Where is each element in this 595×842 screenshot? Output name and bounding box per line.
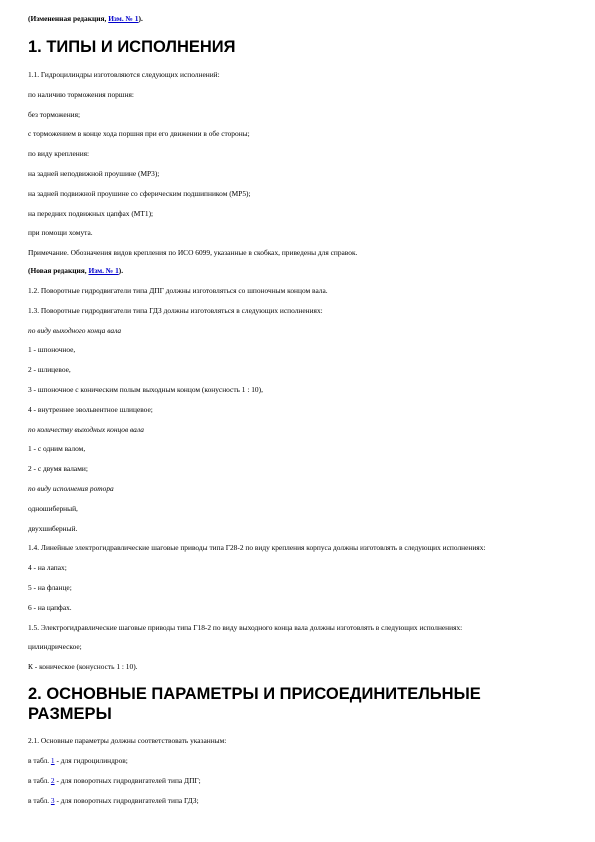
para-mp5: на задней подвижной проушине со сферическим подшипником (МР5); xyxy=(28,188,251,198)
table-ref-post: - для поворотных гидродвигателей типа ДПГ; xyxy=(54,775,201,785)
para-keyed: 1 - шпоночное, xyxy=(28,345,76,355)
edit-note-new xyxy=(28,266,568,276)
para-table-3-ref xyxy=(28,796,568,806)
edit-note-new-close: ). xyxy=(118,266,124,276)
para-1-1: 1.1. Гидроцилиндры изготовляются следующих исполнений: xyxy=(28,70,220,79)
para-double-vane: двухшиберный. xyxy=(28,523,78,533)
para-two-shafts: 2 - с двумя валами; xyxy=(28,464,88,474)
para-mount-heading: по виду крепления: xyxy=(28,149,90,159)
para-cylindrical: цилиндрическое; xyxy=(28,642,82,652)
para-2-1: 2.1. Основные параметры должны соответствовать указанным: xyxy=(28,736,227,746)
para-shaft-end-heading: по виду выходного конца вала xyxy=(28,325,122,335)
para-1-5: 1.5. Электрогидравлические шаговые приводы типа Г18-2 по виду выходного конца вала должны изготовлять в следующих исполнениях: xyxy=(28,622,463,632)
para-braking-heading: по наличию торможения поршня: xyxy=(28,89,134,99)
para-table-1-ref xyxy=(28,756,568,766)
para-k-conical: К - коническое (конусность 1 : 10). xyxy=(28,662,138,672)
para-mp3: на задней неподвижной проушине (МР3); xyxy=(28,168,160,178)
edit-note-new-open: (Новая редакция, xyxy=(28,266,89,276)
para-1-4: 1.4. Линейные электрогидравлические шаговые приводы типа Г28-2 по виду крепления корпуса должны изготовлять в следующих исполнениях: xyxy=(28,543,486,553)
table-ref-pre: в табл. xyxy=(28,755,51,765)
para-single-vane: одношиберный, xyxy=(28,503,78,513)
para-involute: 4 - внутреннее эвольвентное шлицевое; xyxy=(28,404,153,414)
para-table-2-ref xyxy=(28,776,568,786)
edit-note-close: ). xyxy=(138,14,143,23)
section1-title: 1. ТИПЫ И ИСПОЛНЕНИЯ xyxy=(28,38,236,56)
para-1-2: 1.2. Поворотные гидродвигатели типа ДПГ должны изготовляться со шпоночным концом вала. xyxy=(28,285,328,295)
edit-note-open: (Измененная редакция, xyxy=(28,14,109,23)
table-ref-pre: в табл. xyxy=(28,795,51,805)
para-clamp: при помощи хомута. xyxy=(28,228,93,238)
amendment-link-2[interactable]: Изм. № 1 xyxy=(88,266,119,276)
table-ref-pre: в табл. xyxy=(28,775,51,785)
para-trunnions: 6 - на цапфах. xyxy=(28,602,72,612)
para-no-braking: без торможения; xyxy=(28,109,81,119)
para-flange: 5 - на фланце; xyxy=(28,582,72,592)
section2-title: 2. ОСНОВНЫЕ ПАРАМЕТРЫ И ПРИСОЕДИНИТЕЛЬНЫЕ РАЗМЕРЫ xyxy=(28,685,481,724)
table-ref-post: - для поворотных гидродвигателей типа ГДЗ; xyxy=(54,795,199,805)
para-shaft-count-heading: по количеству выходных концов вала xyxy=(28,424,144,434)
table-3-link[interactable]: 3 xyxy=(50,795,55,805)
para-conical: 3 - шпоночное с коническим полым выходным концом (конусность 1 : 10), xyxy=(28,384,263,394)
para-one-shaft: 1 - с одним валом, xyxy=(28,444,86,454)
table-2-link[interactable]: 2 xyxy=(50,775,55,785)
para-feet: 4 - на лапах; xyxy=(28,563,67,573)
amendment-link[interactable]: Изм. № 1 xyxy=(108,14,139,23)
para-with-braking: с торможением в конце хода поршня при его движении в обе стороны; xyxy=(28,129,250,139)
para-note: Примечание. Обозначения видов крепления по ИСО 6099, указанные в скобках, приведены для справок. xyxy=(28,248,358,258)
table-ref-post: - для гидроцилиндров; xyxy=(54,755,128,765)
para-1-3: 1.3. Поворотные гидродвигатели типа ГДЗ должны изготовляться в следующих исполнениях: xyxy=(28,305,323,315)
edit-note-top xyxy=(28,14,568,24)
para-rotor-heading: по виду исполнения ротора xyxy=(28,483,114,493)
document-page xyxy=(28,14,568,806)
para-splined: 2 - шлицевое, xyxy=(28,365,71,375)
para-mt1: на передних подвижных цапфах (МТ1); xyxy=(28,208,154,218)
table-1-link[interactable]: 1 xyxy=(50,755,55,765)
